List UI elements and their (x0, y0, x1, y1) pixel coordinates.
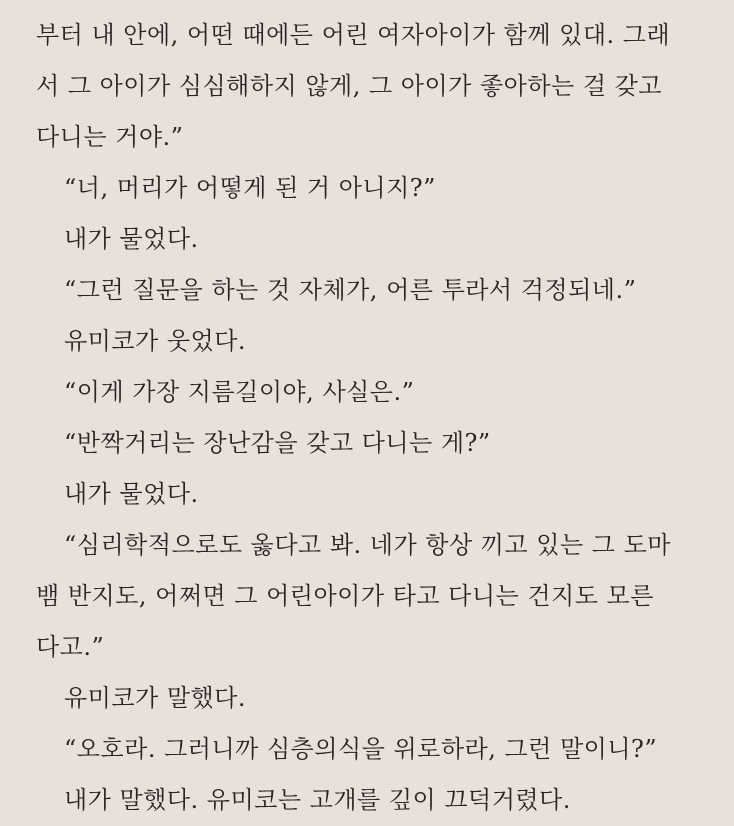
text-line: 부터 내 안에, 어떤 때에든 어린 여자아이가 함께 있대. 그래 (36, 21, 671, 49)
text-line: 다니는 거야.” (36, 123, 184, 151)
text-line: “그런 질문을 하는 것 자체가, 어른 투라서 걱정되네.” (64, 276, 637, 304)
text-line: “반짝거리는 장난감을 갖고 다니는 게?” (64, 429, 491, 457)
text-line: 내가 물었다. (64, 480, 199, 508)
text-line: 유미코가 웃었다. (64, 327, 247, 355)
text-line: 서 그 아이가 심심해하지 않게, 그 아이가 좋아하는 걸 갖고 (36, 72, 663, 100)
text-line: 유미코가 말했다. (64, 684, 247, 712)
text-line: “이게 가장 지름길이야, 사실은.” (64, 378, 415, 406)
text-line: 내가 말했다. 유미코는 고개를 깊이 끄덕거렸다. (64, 786, 571, 814)
text-line: “오호라. 그러니까 심층의식을 위로하라, 그런 말이니?” (64, 735, 658, 763)
text-line: 내가 물었다. (64, 225, 199, 253)
text-line: “너, 머리가 어떻게 된 거 아니지?” (64, 174, 436, 202)
text-line: 뱀 반지도, 어쩌면 그 어린아이가 타고 다니는 건지도 모른 (36, 582, 654, 610)
text-line: “심리학적으로도 옳다고 봐. 네가 항상 끼고 있는 그 도마 (64, 531, 671, 559)
text-line: 다고.” (36, 633, 105, 661)
